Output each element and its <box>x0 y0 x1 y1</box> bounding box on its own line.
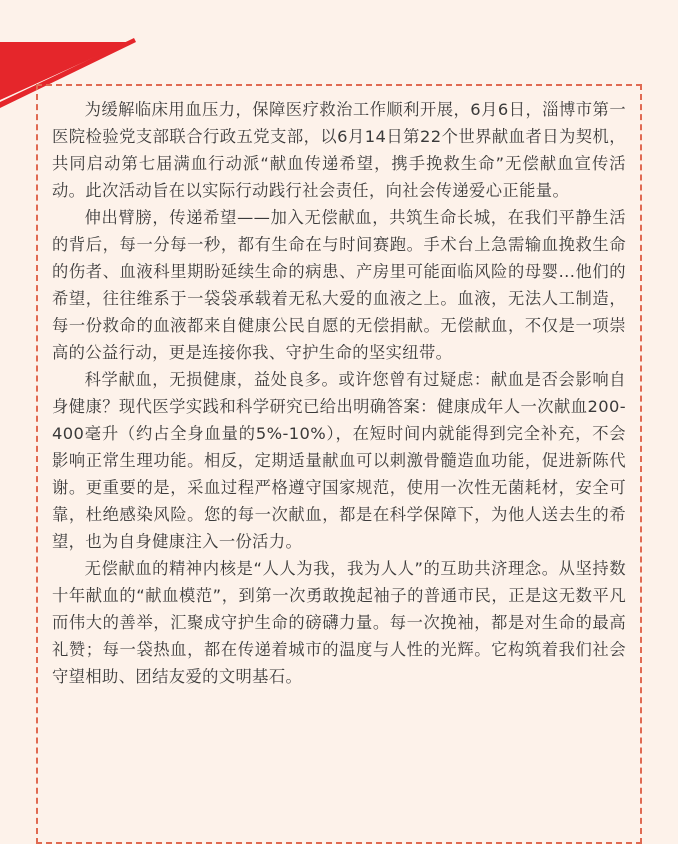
article-body <box>52 96 626 690</box>
paragraph-hope: 伸出臂膀，传递希望——加入无偿献血，共筑生命长城，在我们平静生活的背后，每一分每一秒，都有生命在与时间赛跑。手术台上急需输血挽救生命的伤者、血液科里期盼延续生命的病患、产房里可能面临风险的母婴...他们的希望，往往维系于一袋袋承载着无私大爱的血液之上。血液，无法人工制造，每一份救命的血液都来自健康公民自愿的无偿捐献。无偿献血，不仅是一项崇高的公益行动，更是连接你我、守护生命的坚实纽带。 <box>52 208 626 362</box>
paragraph-science: 科学献血，无损健康，益处良多。或许您曾有过疑虑：献血是否会影响自身健康？现代医学实践和科学研究已给出明确答案：健康成年人一次献血200-400毫升（约占全身血量的5%-10%），在短时间内就能得到完全补充，不会影响正常生理功能。相反，定期适量献血可以刺激骨髓造血功能，促进新陈代谢。更重要的是，采血过程严格遵守国家规范，使用一次性无菌耗材，安全可靠，杜绝感染风险。您的每一次献血，都是在科学保障下，为他人送去生的希望，也为自身健康注入一份活力。 <box>52 370 626 551</box>
paragraph-spirit: 无偿献血的精神内核是“人人为我，我为人人”的互助共济理念。从坚持数十年献血的“献血模范”，到第一次勇敢挽起袖子的普通市民，正是这无数平凡而伟大的善举，汇聚成守护生命的磅礴力量。每一次挽袖，都是对生命的最高礼赞；每一袋热血，都在传递着城市的温度与人性的光辉。它构筑着我们社会守望相助、团结友爱的文明基石。 <box>52 559 626 686</box>
paragraph-intro: 为缓解临床用血压力，保障医疗救治工作顺利开展，6月6日，淄博市第一医院检验党支部联合行政五党支部，以6月14日第22个世界献血者日为契机，共同启动第七届满血行动派“献血传递希望，携手挽救生命”无偿献血宣传活动。此次活动旨在以实际行动践行社会责任，向社会传递爱心正能量。 <box>52 100 626 200</box>
